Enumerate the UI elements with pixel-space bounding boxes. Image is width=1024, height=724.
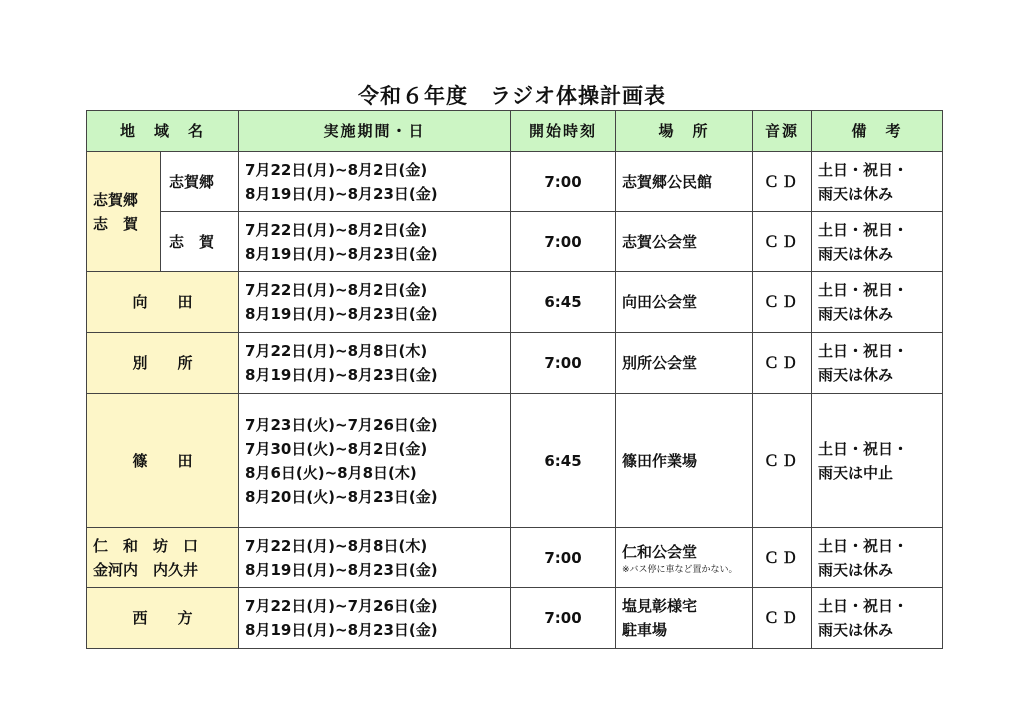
source-cell: ＣＤ [753,333,812,394]
place-note: ※バス停に車など置かない。 [622,564,738,575]
remarks-line: 雨天は休み [818,621,894,639]
time-cell: 7:00 [511,588,616,649]
place-cell: 篠田作業場 [616,394,753,528]
period-line: 7月22日(月)~8月2日(金) [245,160,428,179]
source-cell: ＣＤ [753,528,812,588]
remarks-line: 雨天は休み [818,305,894,323]
area-cell: 篠 田 [87,394,239,528]
source-cell: ＣＤ [753,212,812,272]
period-line: 8月19日(月)~8月23日(金) [245,560,438,579]
remarks-line: 雨天は休み [818,184,894,203]
document-title: 令和６年度 ラジオ体操計画表 [358,84,666,108]
period-line: 8月19日(月)~8月23日(金) [245,621,438,639]
header-area: 地 域 名 [87,111,239,152]
place-name: 仁和公会堂 [622,542,698,561]
table-row [87,588,943,649]
table-row [87,152,943,212]
period-line: 8月19日(月)~8月23日(金) [245,305,438,323]
period-line: 7月22日(月)~7月26日(金) [245,597,438,615]
place-cell: 志賀公会堂 [616,212,753,272]
period-line: 7月23日(火)~7月26日(金) [245,415,438,434]
source-cell: ＣＤ [753,394,812,528]
remarks-cell [812,272,943,333]
place-cell: 塩見彰様宅 駐車場 [616,588,753,649]
time-cell: 6:45 [511,272,616,333]
time-cell: 7:00 [511,152,616,212]
remarks-line: 土日・祝日・ [818,220,909,239]
time-cell: 6:45 [511,394,616,528]
period-line: 7月30日(火)~8月2日(金) [245,439,428,458]
period-cell [239,333,511,394]
area-cell: 別 所 [87,333,239,394]
remarks-cell [812,394,943,528]
period-line: 8月19日(月)~8月23日(金) [245,184,438,203]
header-place: 場 所 [616,111,753,152]
area-group-cell: 志賀郷 志 賀 [87,152,161,272]
source-cell: ＣＤ [753,152,812,212]
remarks-cell [812,152,943,212]
area-cell: 志 賀 [161,212,239,272]
remarks-line: 雨天は休み [818,244,894,263]
header-time: 開始時刻 [511,111,616,152]
period-cell [239,528,511,588]
area-cell: 志賀郷 [161,152,239,212]
header-source: 音源 [753,111,812,152]
area-cell: 仁 和 坊 口 金河内 内久井 [87,528,239,588]
remarks-line: 土日・祝日・ [818,536,909,555]
period-line: 7月22日(月)~8月8日(木) [245,536,428,555]
period-line: 7月22日(月)~8月2日(金) [245,281,428,299]
period-cell [239,588,511,649]
place-cell: 志賀郷公民館 [616,152,753,212]
remarks-cell [812,212,943,272]
area-cell: 向 田 [87,272,239,333]
remarks-line: 土日・祝日・ [818,160,909,179]
table-row [87,528,943,588]
source-cell: ＣＤ [753,272,812,333]
table-row [87,394,943,528]
place-cell [616,528,753,588]
period-cell [239,212,511,272]
remarks-line: 土日・祝日・ [818,281,909,299]
period-cell [239,152,511,212]
remarks-cell [812,588,943,649]
remarks-line: 雨天は中止 [818,463,894,482]
period-cell [239,272,511,333]
period-line: 7月22日(月)~8月8日(木) [245,342,428,360]
header-row [87,111,943,152]
time-cell: 7:00 [511,528,616,588]
place-cell: 向田公会堂 [616,272,753,333]
schedule-table [86,110,943,649]
remarks-line: 土日・祝日・ [818,597,909,615]
header-period: 実施期間・日 [239,111,511,152]
table-row [87,333,943,394]
time-cell: 7:00 [511,333,616,394]
remarks-cell [812,528,943,588]
period-cell [239,394,511,528]
period-line: 8月20日(火)~8月23日(金) [245,487,438,506]
area-cell: 西 方 [87,588,239,649]
remarks-line: 土日・祝日・ [818,342,909,360]
table-row [87,272,943,333]
period-line: 7月22日(月)~8月2日(金) [245,220,428,239]
time-cell: 7:00 [511,212,616,272]
period-line: 8月19日(月)~8月23日(金) [245,244,438,263]
remarks-line: 雨天は休み [818,560,894,579]
header-remarks: 備 考 [812,111,943,152]
remarks-line: 雨天は休み [818,366,894,384]
source-cell: ＣＤ [753,588,812,649]
remarks-cell [812,333,943,394]
period-line: 8月19日(月)~8月23日(金) [245,366,438,384]
period-line: 8月6日(火)~8月8日(木) [245,463,417,482]
table-row [87,212,943,272]
remarks-line: 土日・祝日・ [818,439,909,458]
place-cell: 別所公会堂 [616,333,753,394]
